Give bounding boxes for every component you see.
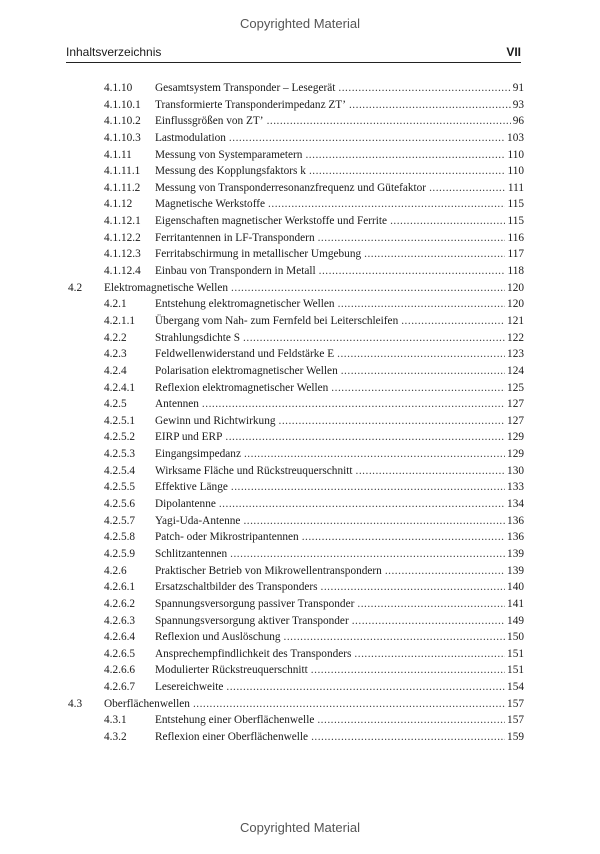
toc-entry: [66, 446, 524, 463]
toc-entry-number: 4.1.11.1: [104, 165, 141, 178]
dot-leader: [338, 80, 510, 97]
toc-entry-page: 150: [507, 631, 524, 644]
toc-entry: [66, 662, 524, 679]
dot-leader: [226, 679, 505, 696]
toc-entry-page: 110: [507, 148, 524, 161]
toc-entry-number: 4.2.5.7: [104, 514, 136, 527]
toc-entry: [66, 496, 524, 513]
dot-leader: [354, 646, 505, 663]
toc-entry: [66, 413, 524, 430]
toc-entry-page: 133: [507, 481, 524, 494]
dot-leader: [231, 280, 505, 297]
toc-entry-number: 4.2.5.6: [104, 498, 136, 511]
toc-entry-number: 4.1.10: [104, 82, 133, 94]
dot-leader: [284, 629, 506, 646]
toc-entry-line: [155, 180, 524, 197]
toc-entry-line: [155, 563, 524, 580]
toc-entry-number: 4.2.6.6: [104, 664, 136, 677]
toc-entry-number: 4.2.6.4: [104, 631, 136, 644]
toc-entry-line: [155, 80, 524, 97]
toc-entry-number: 4.2.1: [104, 298, 127, 311]
toc-entry-line: [155, 729, 524, 746]
toc-entry-number: 4.1.10.2: [104, 115, 141, 128]
toc-entry: [66, 579, 524, 596]
toc-entry-page: 159: [507, 730, 524, 743]
copyright-watermark-bottom: Copyrighted Material: [240, 820, 360, 835]
toc-entry-title: Praktischer Betrieb von Mikrowellentranspondern: [155, 564, 382, 577]
copyright-watermark-top: Copyrighted Material: [240, 16, 360, 31]
dot-leader: [331, 380, 505, 397]
toc-entry-title: Polarisation elektromagnetischer Wellen: [155, 364, 338, 377]
toc-entry-title: Messung von Systemparametern: [155, 148, 303, 161]
toc-entry-page: 136: [507, 531, 524, 544]
dot-leader: [357, 596, 505, 613]
toc-entry-number: 4.1.12.1: [104, 215, 141, 228]
toc-entry-title: Ersatzschaltbilder des Transponders: [155, 581, 318, 594]
toc-entry-number: 4.2.6.3: [104, 614, 136, 627]
toc-entry-page: 117: [507, 248, 524, 261]
toc-entry-line: [104, 696, 524, 713]
toc-entry-number: 4.1.12.3: [104, 248, 141, 261]
toc-entry-line: [155, 196, 524, 213]
toc-entry: [66, 563, 524, 580]
toc-entry-title: Oberflächenwellen: [104, 697, 190, 710]
toc-entry: [66, 613, 524, 630]
toc-entry-line: [155, 479, 524, 496]
toc-entry: [66, 196, 524, 213]
toc-entry-line: [155, 413, 524, 430]
toc-entry-title: Einflussgrößen von ZT’: [155, 115, 264, 128]
toc-entry-number: 4.2.6: [104, 564, 127, 577]
toc-entry-page: 130: [507, 464, 524, 477]
toc-entry-line: [155, 679, 524, 696]
toc-entry-title: Transformierte Transponderimpedanz ZT’: [155, 98, 346, 111]
toc-entry: [66, 696, 524, 713]
dot-leader: [244, 446, 505, 463]
toc-entry-title: Wirksame Fläche und Rückstreuquerschnitt: [155, 464, 353, 477]
toc-entry-line: [155, 246, 524, 263]
toc-entry-page: 91: [512, 82, 524, 94]
toc-entry-number: 4.2.5.8: [104, 531, 136, 544]
toc-entry-line: [155, 529, 524, 546]
toc-entry-line: [155, 513, 524, 530]
dot-leader: [337, 346, 505, 363]
toc-entry-page: 141: [507, 597, 524, 610]
toc-entry-title: Reflexion und Auslöschung: [155, 631, 281, 644]
toc-entry-page: 139: [507, 564, 524, 577]
toc-entry-page: 154: [507, 681, 524, 694]
dot-leader: [231, 479, 505, 496]
toc-entry-line: [155, 646, 524, 663]
toc-entry-number: 4.2: [68, 281, 83, 294]
toc-entry-title: Reflexion einer Oberflächenwelle: [155, 730, 309, 743]
toc-entry-title: Lesereichweite: [155, 681, 224, 694]
toc-entry-page: 118: [507, 265, 524, 278]
toc-entry-title: Feldwellenwiderstand und Feldstärke E: [155, 348, 335, 361]
table-of-contents: [66, 80, 524, 746]
toc-entry: [66, 712, 524, 729]
toc-entry: [66, 463, 524, 480]
dot-leader: [230, 546, 505, 563]
toc-entry: [66, 363, 524, 380]
toc-entry-page: 103: [507, 131, 524, 144]
dot-leader: [319, 263, 506, 280]
toc-entry-title: EIRP und ERP: [155, 431, 223, 444]
toc-entry-title: Messung von Transponderresonanzfrequenz und Gütefaktor: [155, 181, 427, 194]
toc-entry-title: Ferritantennen in LF-Transpondern: [155, 231, 315, 244]
toc-entry-number: 4.2.6.2: [104, 597, 136, 610]
toc-entry-line: [155, 546, 524, 563]
toc-entry-line: [155, 313, 524, 330]
dot-leader: [243, 330, 505, 347]
toc-entry-page: 121: [507, 314, 524, 327]
dot-leader: [352, 613, 505, 630]
toc-entry-page: 127: [507, 414, 524, 427]
toc-entry-page: 149: [507, 614, 524, 627]
toc-entry-title: Modulierter Rückstreuquerschnitt: [155, 664, 308, 677]
toc-entry-number: 4.2.4: [104, 364, 127, 377]
toc-entry-title: Entstehung einer Oberflächenwelle: [155, 714, 315, 727]
toc-entry-title: Gewinn und Richtwirkung: [155, 414, 276, 427]
toc-entry-number: 4.2.5.1: [104, 414, 136, 427]
toc-entry-page: 125: [507, 381, 524, 394]
toc-entry-title: Elektromagnetische Wellen: [104, 281, 229, 294]
toc-entry-number: 4.2.6.5: [104, 647, 136, 660]
header-page-number: VII: [506, 45, 521, 59]
toc-entry-number: 4.1.12: [104, 198, 133, 211]
toc-entry: [66, 396, 524, 413]
toc-entry-line: [155, 363, 524, 380]
toc-entry-line: [155, 629, 524, 646]
toc-entry-title: Patch- oder Mikrostripantennen: [155, 531, 299, 544]
toc-entry: [66, 729, 524, 746]
toc-entry-line: [155, 446, 524, 463]
toc-entry-page: 151: [507, 664, 524, 677]
toc-entry-page: 96: [512, 115, 524, 128]
toc-entry-line: [155, 463, 524, 480]
dot-leader: [268, 196, 505, 213]
toc-entry-number: 4.1.12.2: [104, 231, 141, 244]
toc-entry-title: Lastmodulation: [155, 131, 226, 144]
toc-entry-number: 4.1.10.1: [104, 98, 141, 111]
toc-entry: [66, 263, 524, 280]
dot-leader: [401, 313, 505, 330]
toc-entry-page: 115: [507, 215, 524, 228]
toc-entry-page: 111: [507, 181, 524, 194]
dot-leader: [311, 662, 505, 679]
toc-entry-page: 127: [507, 398, 524, 411]
dot-leader: [309, 163, 506, 180]
toc-entry-number: 4.2.5.3: [104, 448, 136, 461]
toc-entry: [66, 280, 524, 297]
dot-leader: [193, 696, 505, 713]
toc-entry-line: [155, 579, 524, 596]
toc-entry-number: 4.2.5.2: [104, 431, 136, 444]
toc-entry-title: Spannungsversorgung aktiver Transponder: [155, 614, 349, 627]
toc-entry-title: Eigenschaften magnetischer Werkstoffe und Ferrite: [155, 215, 388, 228]
toc-entry: [66, 513, 524, 530]
header-title: Inhaltsverzeichnis: [66, 45, 162, 59]
toc-entry-line: [155, 346, 524, 363]
toc-entry-title: Ansprechempfindlichkeit des Transponders: [155, 647, 352, 660]
toc-entry-title: Entstehung elektromagnetischer Wellen: [155, 298, 335, 311]
dot-leader: [317, 712, 505, 729]
toc-entry-page: 110: [507, 165, 524, 178]
toc-entry: [66, 479, 524, 496]
toc-entry-page: 120: [507, 281, 524, 294]
toc-entry-number: 4.2.1.1: [104, 314, 136, 327]
toc-entry-line: [155, 296, 524, 313]
toc-entry-line: [155, 213, 524, 230]
toc-entry-line: [155, 380, 524, 397]
toc-entry-number: 4.1.12.4: [104, 265, 141, 278]
toc-entry-line: [155, 263, 524, 280]
toc-entry: [66, 213, 524, 230]
toc-entry-page: 129: [507, 448, 524, 461]
toc-entry-line: [155, 330, 524, 347]
toc-entry: [66, 80, 524, 97]
toc-entry-number: 4.1.10.3: [104, 131, 141, 144]
toc-entry-page: 140: [507, 581, 524, 594]
toc-entry-line: [155, 97, 524, 114]
toc-entry-page: 124: [507, 364, 524, 377]
toc-entry-page: 93: [512, 98, 524, 111]
toc-entry-page: 116: [507, 231, 524, 244]
dot-leader: [318, 230, 506, 247]
toc-entry-line: [155, 712, 524, 729]
toc-entry-title: Strahlungsdichte S: [155, 331, 241, 344]
toc-entry-title: Gesamtsystem Transponder – Lesegerät: [155, 82, 336, 94]
dot-leader: [305, 147, 505, 164]
toc-entry-line: [155, 163, 524, 180]
dot-leader: [390, 213, 505, 230]
toc-entry-line: [155, 429, 524, 446]
toc-entry-number: 4.3.2: [104, 730, 127, 743]
toc-entry-page: 123: [507, 348, 524, 361]
toc-entry: [66, 230, 524, 247]
toc-entry: [66, 529, 524, 546]
toc-entry-line: [155, 613, 524, 630]
toc-entry-page: 157: [507, 697, 524, 710]
toc-entry-title: Übergang vom Nah- zum Fernfeld bei Leiterschleifen: [155, 314, 399, 327]
toc-entry: [66, 296, 524, 313]
toc-entry-number: 4.2.4.1: [104, 381, 136, 394]
toc-entry-line: [155, 113, 524, 130]
toc-entry-title: Ferritabschirmung in metallischer Umgebung: [155, 248, 362, 261]
toc-entry-title: Schlitzantennen: [155, 547, 228, 560]
dot-leader: [321, 579, 506, 596]
toc-entry-line: [155, 130, 524, 147]
dot-leader: [279, 413, 506, 430]
toc-entry: [66, 546, 524, 563]
dot-leader: [225, 429, 505, 446]
dot-leader: [356, 463, 506, 480]
toc-entry-line: [155, 396, 524, 413]
toc-entry-title: Antennen: [155, 398, 199, 411]
toc-entry-line: [155, 662, 524, 679]
toc-entry: [66, 163, 524, 180]
toc-entry: [66, 646, 524, 663]
dot-leader: [429, 180, 506, 197]
dot-leader: [364, 246, 505, 263]
toc-entry-title: Effektive Länge: [155, 481, 228, 494]
toc-entry-line: [155, 596, 524, 613]
toc-entry-page: 139: [507, 547, 524, 560]
toc-entry-number: 4.2.5.5: [104, 481, 136, 494]
dot-leader: [311, 729, 505, 746]
toc-entry: [66, 629, 524, 646]
toc-entry-title: Eingangsimpedanz: [155, 448, 241, 461]
toc-entry-line: [155, 496, 524, 513]
dot-leader: [302, 529, 505, 546]
dot-leader: [349, 97, 511, 114]
toc-entry-page: 120: [507, 298, 524, 311]
toc-entry-number: 4.3.1: [104, 714, 127, 727]
toc-entry-number: 4.2.6.7: [104, 681, 136, 694]
toc-entry-page: 136: [507, 514, 524, 527]
toc-entry-number: 4.2.5.4: [104, 464, 136, 477]
toc-entry-line: [104, 280, 524, 297]
dot-leader: [385, 563, 505, 580]
toc-entry: [66, 380, 524, 397]
toc-entry-page: 115: [507, 198, 524, 211]
toc-entry-title: Spannungsversorgung passiver Transponder: [155, 597, 355, 610]
toc-entry-title: Yagi-Uda-Antenne: [155, 514, 241, 527]
toc-entry: [66, 596, 524, 613]
toc-entry: [66, 679, 524, 696]
dot-leader: [338, 296, 505, 313]
toc-entry-page: 122: [507, 331, 524, 344]
toc-entry-title: Magnetische Werkstoffe: [155, 198, 266, 211]
toc-entry-number: 4.2.2: [104, 331, 127, 344]
toc-entry: [66, 346, 524, 363]
toc-entry: [66, 113, 524, 130]
toc-entry: [66, 97, 524, 114]
toc-entry: [66, 313, 524, 330]
toc-entry-number: 4.1.11.2: [104, 181, 141, 194]
toc-entry-number: 4.3: [68, 697, 83, 710]
dot-leader: [202, 396, 505, 413]
toc-entry-page: 134: [507, 498, 524, 511]
toc-entry-title: Einbau von Transpondern in Metall: [155, 265, 316, 278]
dot-leader: [267, 113, 511, 130]
toc-entry-line: [155, 147, 524, 164]
toc-entry: [66, 330, 524, 347]
running-header: [66, 44, 521, 63]
toc-entry-page: 151: [507, 647, 524, 660]
toc-entry: [66, 429, 524, 446]
toc-entry: [66, 130, 524, 147]
toc-entry-page: 157: [507, 714, 524, 727]
toc-entry-line: [155, 230, 524, 247]
toc-entry-number: 4.2.5.9: [104, 547, 136, 560]
dot-leader: [243, 513, 505, 530]
toc-entry-number: 4.2.6.1: [104, 581, 136, 594]
toc-entry-title: Reflexion elektromagnetischer Wellen: [155, 381, 329, 394]
toc-entry-title: Dipolantenne: [155, 498, 216, 511]
toc-entry: [66, 246, 524, 263]
dot-leader: [229, 130, 505, 147]
toc-entry: [66, 180, 524, 197]
toc-entry-title: Messung des Kopplungsfaktors k: [155, 165, 306, 178]
toc-entry-number: 4.1.11: [104, 148, 132, 161]
toc-entry-number: 4.2.3: [104, 348, 127, 361]
toc-entry-number: 4.2.5: [104, 398, 127, 411]
dot-leader: [341, 363, 505, 380]
toc-entry: [66, 147, 524, 164]
toc-entry-page: 129: [507, 431, 524, 444]
dot-leader: [219, 496, 505, 513]
